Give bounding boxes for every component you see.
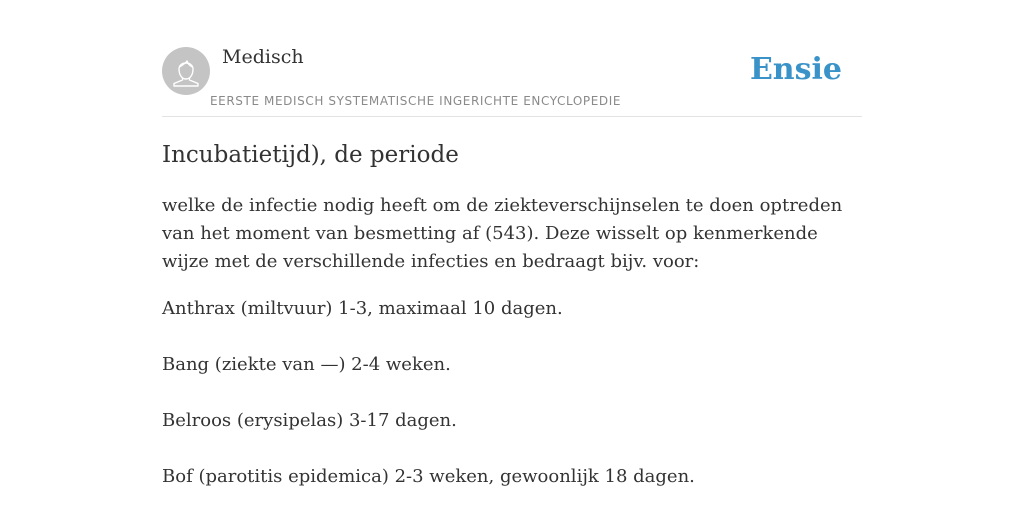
entry-title: Incubatietijd), de periode	[162, 142, 459, 168]
header	[162, 0, 862, 117]
publication-name[interactable]: Medisch	[222, 46, 304, 68]
list-item: Belroos (erysipelas) 3-17 dagen.	[162, 410, 457, 431]
user-icon	[162, 47, 210, 95]
site-logo[interactable]: Ensie	[749, 52, 842, 87]
publication-subtitle: EERSTE MEDISCH SYSTEMATISCHE INGERICHTE ENCYCLOPEDIE	[210, 94, 622, 108]
entry-content	[162, 140, 862, 491]
entry-intro: welke de infectie nodig heeft om de ziekteverschijnselen te doen optreden van het moment van besmetting af (543). Deze wisselt op kenmerkende wijze met de verschillende infecties en bedraagt bijv. voor:	[162, 195, 843, 272]
avatar[interactable]	[162, 47, 210, 95]
list-item: Bof (parotitis epidemica) 2-3 weken, gewoonlijk 18 dagen.	[162, 466, 695, 487]
list-item: Bang (ziekte van —) 2-4 weken.	[162, 354, 451, 375]
list-item: Anthrax (miltvuur) 1-3, maximaal 10 dagen.	[162, 298, 563, 319]
